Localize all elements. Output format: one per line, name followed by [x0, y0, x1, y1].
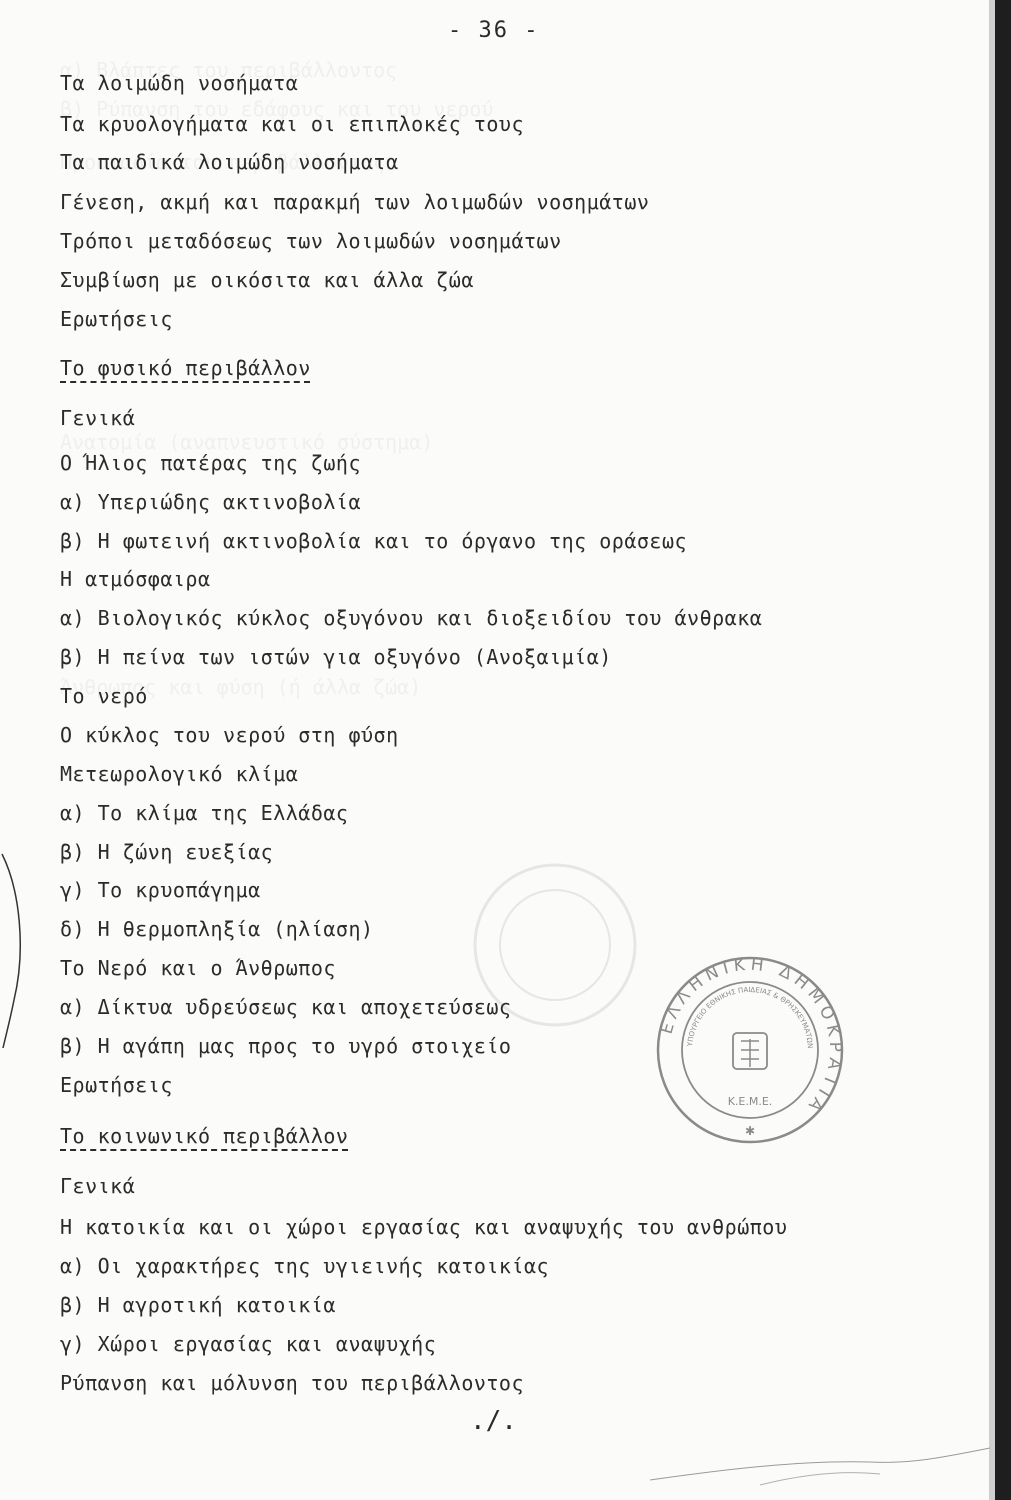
- toc-line: Γενικά: [60, 406, 136, 430]
- toc-line: Μετεωρολογικό κλίμα: [60, 762, 299, 786]
- toc-line: α) Υπεριώδης ακτινοβολία: [60, 490, 361, 514]
- toc-line: Τα παιδικά λοιμώδη νοσήματα: [60, 150, 399, 174]
- toc-line: Γενικά: [60, 1174, 136, 1198]
- toc-line: α) Δίκτυα υδρεύσεως και αποχετεύσεως: [60, 995, 512, 1019]
- bottom-scribble-mark: [640, 1440, 1000, 1500]
- continuation-mark: ./.: [470, 1406, 517, 1436]
- official-stamp-seal: [655, 955, 845, 1145]
- stamp-outer-text: ΕΛΛΗΝΙΚΗ ΔΗΜΟΚΡΑΤΙΑ: [656, 955, 845, 1119]
- toc-line: Γένεση, ακμή και παρακμή των λοιμωδών νοσημάτων: [60, 190, 650, 214]
- toc-line: Ο κύκλος του νερού στη φύση: [60, 723, 399, 747]
- toc-line: Συμβίωση με οικόσιτα και άλλα ζώα: [60, 268, 474, 292]
- stamp-inner-text: ΥΠΟΥΡΓΕΙΟ ΕΘΝΙΚΗΣ ΠΑΙΔΕΙΑΣ & ΘΡΗΣΚΕΥΜΑΤΩΝ: [686, 985, 815, 1049]
- toc-line: Το νερό: [60, 684, 148, 708]
- toc-line: γ) Το κρυοπάγημα: [60, 878, 261, 902]
- stamp-bottom-text: K.E.M.E.: [727, 1095, 773, 1108]
- toc-line: δ) Η θερμοπληξία (ηλίαση): [60, 917, 374, 941]
- section-heading: Το κοινωνικό περιβάλλον: [60, 1124, 349, 1148]
- toc-line: Η κατοικία και οι χώροι εργασίας και αναψυχής του ανθρώπου: [60, 1215, 788, 1239]
- section-heading: Το φυσικό περιβάλλον: [60, 356, 311, 380]
- toc-line: Η ατμόσφαιρα: [60, 567, 211, 591]
- toc-line: γ) Χώροι εργασίας και αναψυχής: [60, 1332, 437, 1356]
- toc-line: β) Η ζώνη ευεξίας: [60, 840, 274, 864]
- toc-line: Ερωτήσεις: [60, 307, 173, 331]
- margin-bracket-mark: [0, 850, 30, 1050]
- toc-line: α) Βιολογικός κύκλος οξυγόνου και διοξειδίου του άνθρακα: [60, 606, 763, 630]
- toc-line: α) Οι χαρακτήρες της υγιεινής κατοικίας: [60, 1254, 550, 1278]
- toc-line: β) Η πείνα των ιστών για οξυγόνο (Ανοξαιμία): [60, 645, 612, 669]
- toc-line: α) Το κλίμα της Ελλάδας: [60, 801, 349, 825]
- toc-line: Ρύπανση και μόλυνση του περιβάλλοντος: [60, 1371, 525, 1395]
- faint-stamp-impression: [470, 860, 640, 1030]
- scan-border: [995, 0, 1011, 1500]
- page-number: - 36 -: [448, 18, 540, 43]
- toc-line: β) Η αγάπη μας προς το υγρό στοιχείο: [60, 1034, 512, 1058]
- toc-line: Ερωτήσεις: [60, 1073, 173, 1097]
- toc-line: β) Η αγροτική κατοικία: [60, 1293, 336, 1317]
- toc-line: Τα κρυολογήματα και οι επιπλοκές τους: [60, 112, 525, 136]
- toc-line: β) Η φωτεινή ακτινοβολία και το όργανο της οράσεως: [60, 529, 688, 553]
- toc-line: Ο Ήλιος πατέρας της ζωής: [60, 451, 361, 475]
- stamp-star-icon: ✱: [744, 1124, 756, 1138]
- toc-line: Το Νερό και ο Άνθρωπος: [60, 956, 336, 980]
- toc-line: Τρόποι μεταδόσεως των λοιμωδών νοσημάτων: [60, 229, 562, 253]
- toc-line: Τα λοιμώδη νοσήματα: [60, 71, 299, 95]
